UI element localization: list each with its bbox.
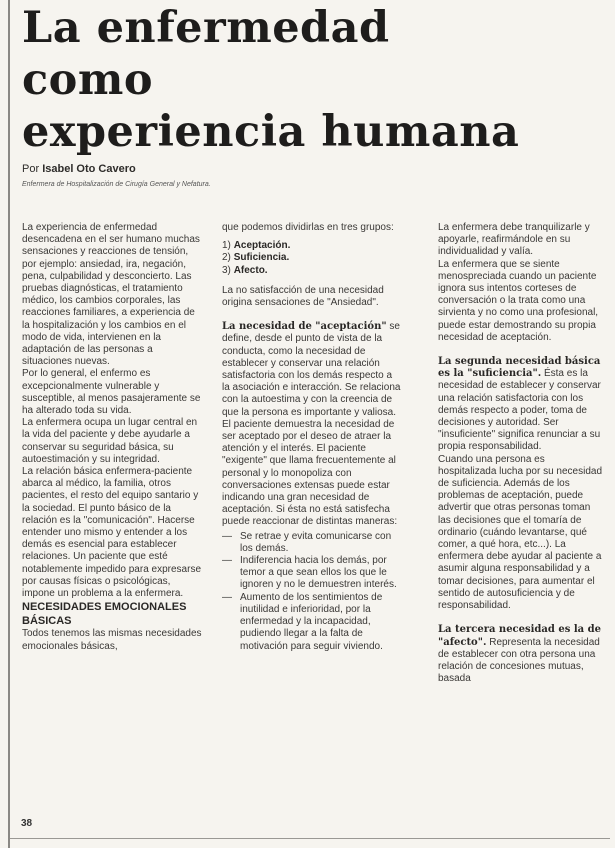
list-number: 3) (222, 264, 231, 276)
list-item: — Aumento de los sentimientos de inutilidad e inferioridad, por la enfermedad y la incapacidad, pudiendo llegar a la falta de motivación para seguir viviendo. (222, 592, 402, 653)
paragraph-body: Ésta es la necesidad de establecer y conservar una relación satisfactoria con los demás respecto a poder, toma de decisiones y autoridad. Ser "insuficiente" significa renunciar a su propia responsabilidad. (438, 368, 601, 453)
paragraph: Todos tenemos las mismas necesidades emocionales básicas, (22, 628, 202, 652)
list-item (222, 240, 402, 252)
article-title (22, 2, 582, 158)
title-line: La enfermedad (22, 3, 390, 53)
paragraph: La enfermera ocupa un lugar central en la vida del paciente y debe ayudarle a conservar su seguridad básica, su autoestimación y su integridad. (22, 417, 198, 465)
byline (22, 163, 136, 175)
page-number: 38 (21, 818, 33, 829)
list-item: — Indiferencia hacia los demás, por temor a que sean ellos los que le ignoren y no le demuestren interés. (222, 555, 402, 592)
author-affiliation: Enfermera de Hospitalización de Cirugía General y Nefatura. (22, 181, 211, 188)
margin-rule (8, 0, 10, 848)
paragraph: que podemos dividirlas en tres grupos: (222, 222, 394, 233)
list-item: — Se retrae y evita comunicarse con los demás. (222, 531, 402, 555)
paragraph: La enfermera que se siente menospreciada cuando un paciente ignora sus intentos corteses de conversación o la trata como una sirvienta y no como una profesional, puede estar demostrando su propia necesidad de aceptación. (438, 258, 599, 343)
paragraph (438, 624, 604, 685)
list-label: Aceptación. (233, 240, 291, 252)
paragraph-lead: La tercera necesidad es la de "afecto". (438, 624, 601, 648)
list-item (222, 252, 402, 264)
paragraph: La relación básica enfermera-paciente abarca al médico, la familia, otros pacientes, el resto del equipo santario y la sociedad. El punto básico de la relación es la "comunicación". Hacerse entender uno mismo y entender a los demás es esencial para establecer relaciones. Un paciente que esté notablemente impedido para expresarse por causas físicas o psicológicas, impone un problema a la enfermera. (22, 466, 201, 600)
paragraph: La enfermera debe tranquilizarle y apoyarle, reafirmándole en su individualidad y valía. (438, 222, 590, 258)
list-label: Suficiencia. (233, 252, 290, 264)
section-heading: NECESIDADES EMOCIONALES BÁSICAS (22, 601, 187, 628)
reaction-list (222, 531, 402, 653)
paragraph: La experiencia de enfermedad desencadena en el ser humano muchas sensaciones y reacciones de tensión, por ejemplo: ansiedad, ira, negación, pena, culpabilidad y desconcierto. Las pruebas diagnósticas, el tratamiento médico, los cambios corporales, las reacciones familiares, a experiencia de la hospitalización y los cambios en el modo de vida, intervienen en la adaptación de las personas a situaciones nuevas. (22, 222, 200, 368)
paragraph-body: Representa la necesidad de establecer con otra persona una relación de concesiones mutuas, basada (438, 636, 600, 685)
paragraph-body: se define, desde el punto de vista de la conducta, como la necesidad de establecer y conservar una relación satisfactoria con los demás respecto a la asociación e interacción. Se relaciona con la autoestima y con la creencia de que la persona es importante y valiosa. (222, 321, 401, 418)
title-line: como (22, 55, 154, 105)
paragraph: El paciente demuestra la necesidad de ser aceptado por el deseo de atraer la atención y el interés. El paciente "exigente" que llama frecuentemente al personal y lo monopoliza con conversaciones extensas puede estar indicando una gran necesidad de aceptación. Si ésta no está satisfecha puede reaccionar de distintas maneras: (222, 418, 398, 528)
paragraph: Por lo general, el enfermo es excepcionalmente vulnerable y susceptible, al menos pasajeramente se ha alterado toda su vida. (22, 368, 201, 417)
author-name: Isabel Oto Cavero (42, 163, 136, 175)
paragraph (222, 321, 402, 419)
needs-list (222, 240, 402, 277)
paragraph (438, 356, 604, 454)
paragraph: Cuando una persona es hospitalizada lucha por su necesidad de suficiencia. Además de los problemas de aceptación, puede advertir que otras personas toman las decisiones que el tomaría de ordinario (cuándo levantarse, qué comer, a qué hora, etc...). La enfermera debe ayudar al paciente a asumir alguna responsabilidad y a tomar decisiones, para aumentar el sentido de autosuficiencia y de responsabilidad. (438, 453, 602, 612)
column-1 (22, 222, 202, 653)
paragraph-lead: La segunda necesidad básica es la "suficiencia". (438, 356, 601, 380)
list-item (222, 265, 402, 277)
list-number: 1) (222, 240, 231, 252)
paragraph-lead: La necesidad de "aceptación" (222, 321, 387, 333)
byline-prefix: Por (22, 163, 40, 175)
list-label: Afecto. (233, 264, 268, 276)
list-number: 2) (222, 252, 231, 264)
paragraph: La no satisfacción de una necesidad origina sensaciones de "Ansiedad". (222, 284, 384, 309)
title-line: experiencia humana (22, 107, 520, 157)
column-2 (222, 222, 402, 653)
column-3 (438, 222, 604, 685)
bottom-rule (10, 838, 610, 839)
